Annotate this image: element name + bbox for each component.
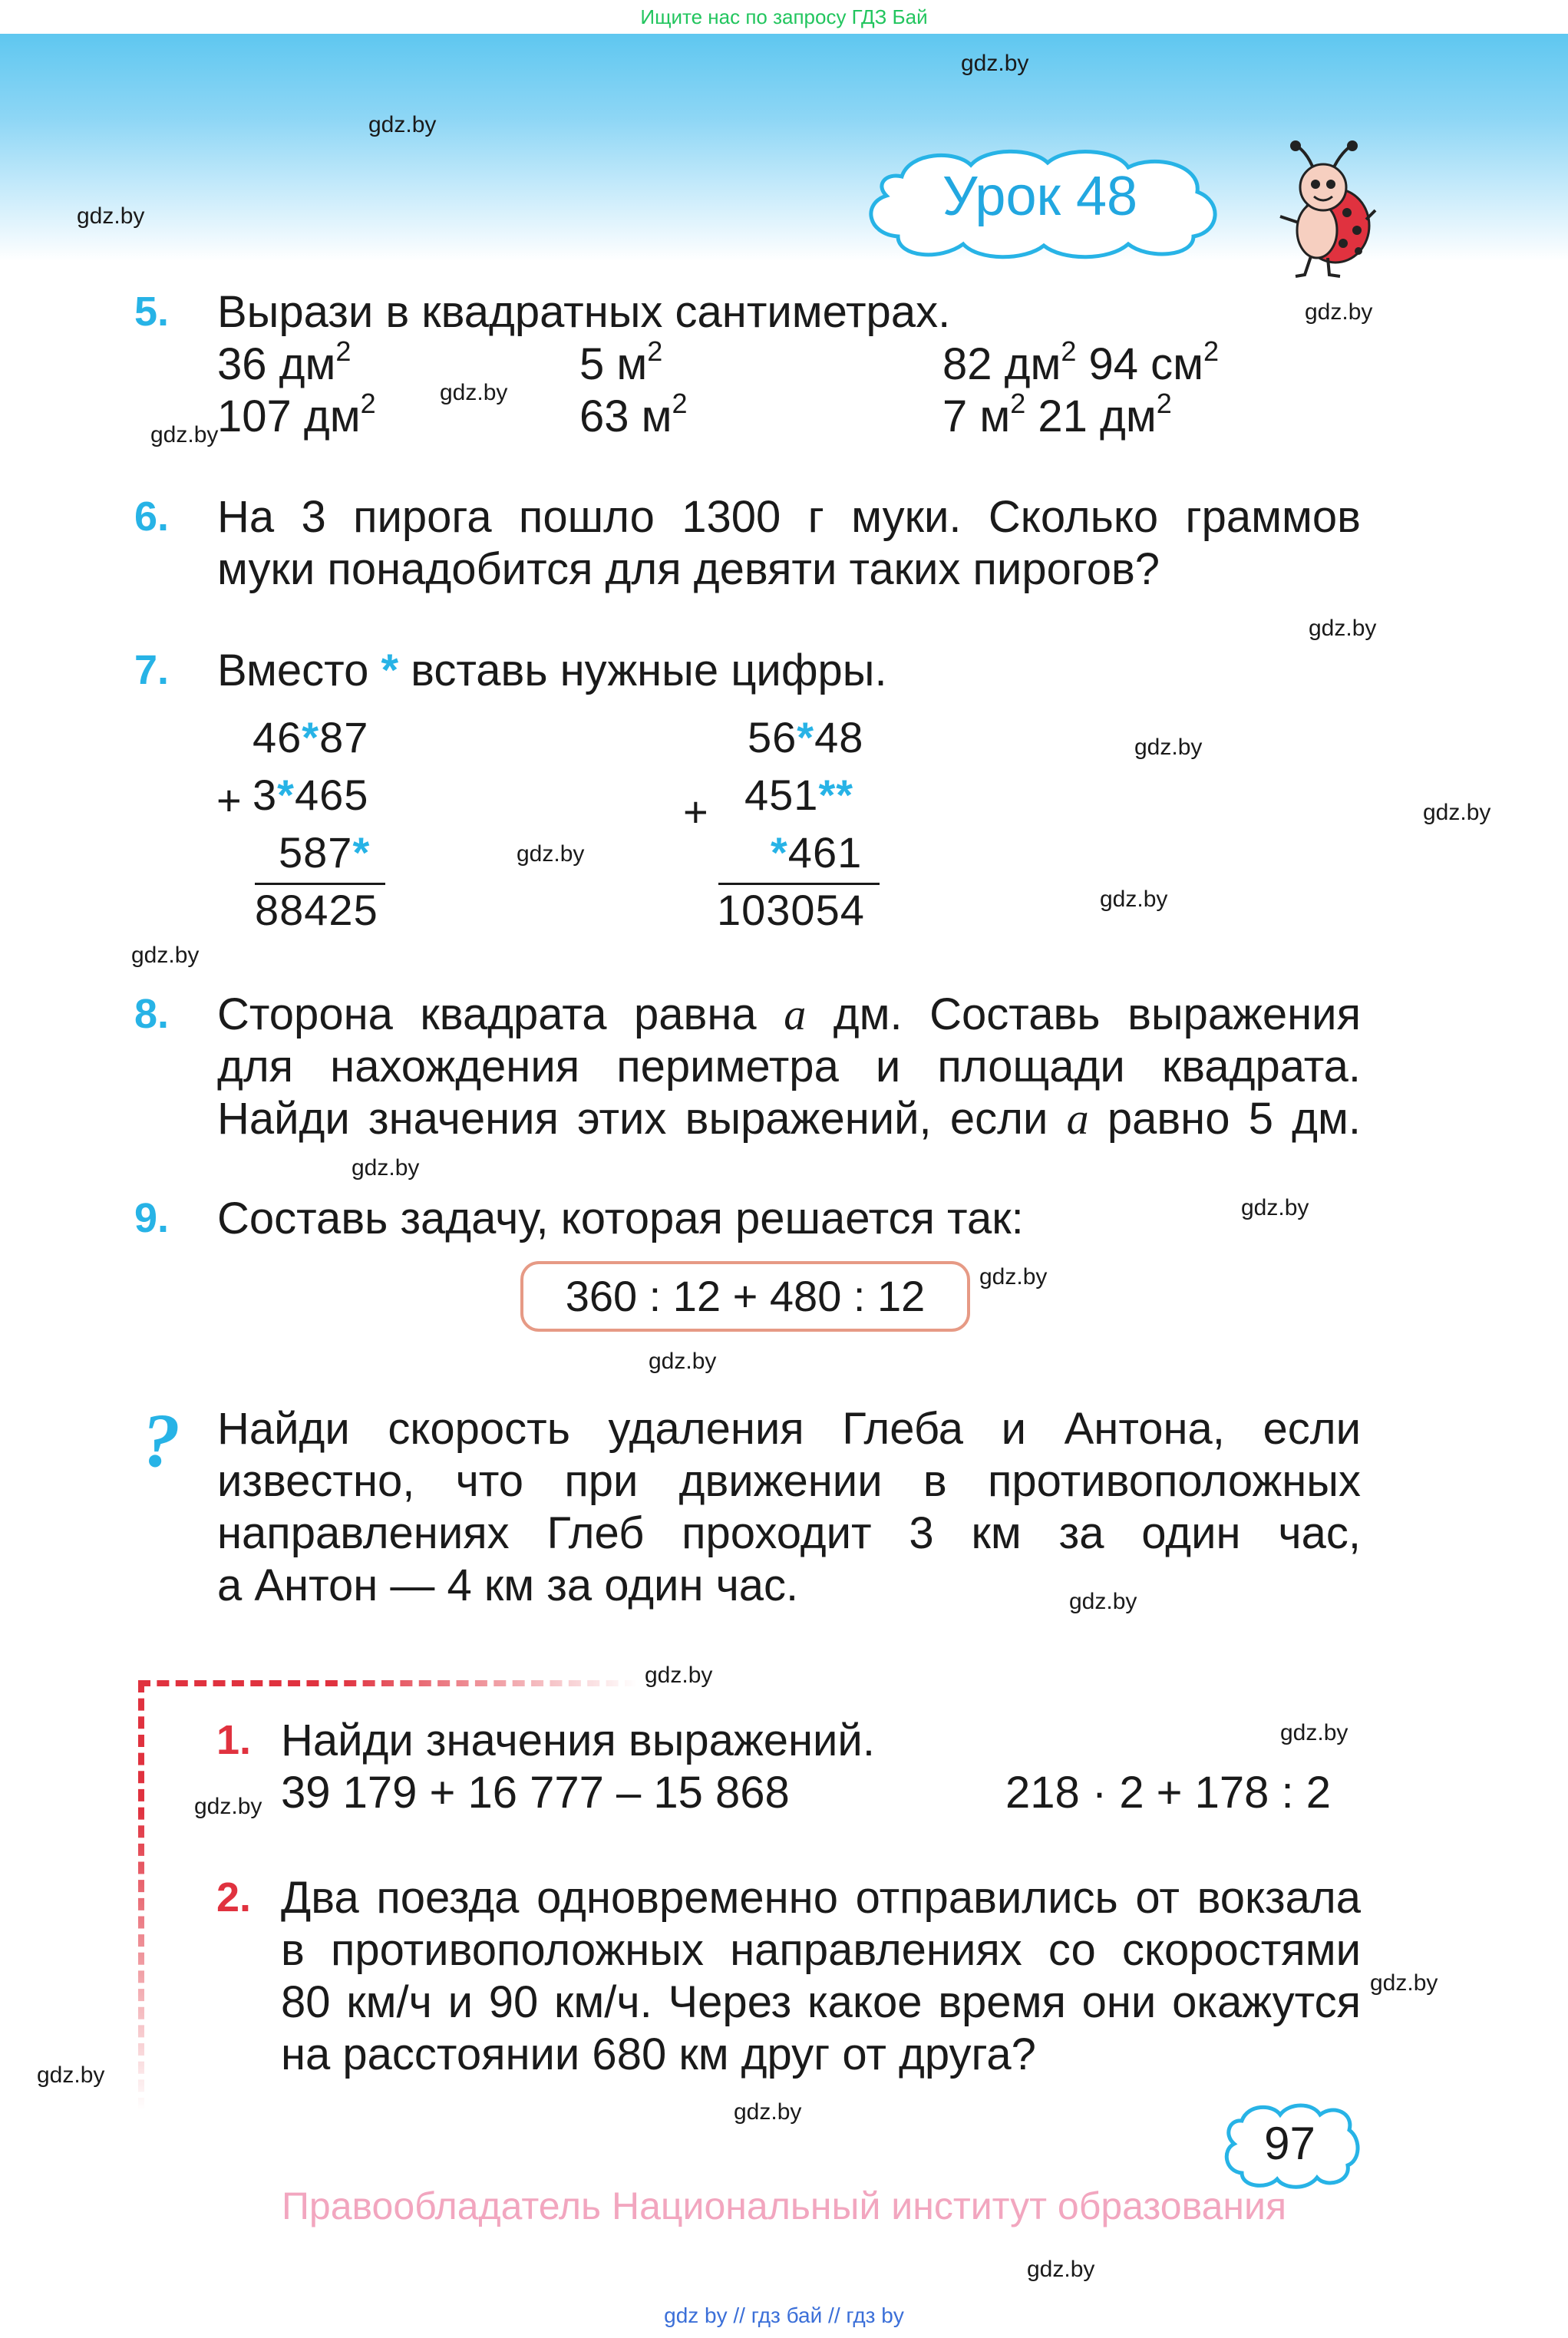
puzzle-line: направлениях Глеб проходит 3 км за один час, [217,1508,1361,1558]
watermark: gdz.by [734,2099,802,2125]
task5-item: 5 $м^2$ [579,335,663,389]
footer-links[interactable]: gdz by // гдз бай // гдз by [664,2303,904,2327]
homework-frame [138,1680,144,2110]
watermark: gdz.by [1305,299,1373,325]
task8-line: Сторона квадрата равна a дм. Составь выражения [217,989,1361,1039]
hw2-line: 80 км/ч и 90 км/ч. Через какое время они окажутся [281,1977,1361,2027]
task6-line: На 3 пирога пошло 1300 г муки. Сколько граммов [217,492,1361,542]
watermark: gdz.by [131,943,200,968]
task-number: 7. [134,647,170,693]
task5-item: 82 $дм^2$ 94 $см^2$ [942,335,1220,389]
task5-item: 107 $дм^2$ [217,388,376,441]
task5-text: Вырази в квадратных сантиметрах. [217,287,951,337]
puzzle-line: известно, что при движении в противоположных [217,1456,1361,1506]
question-icon [130,1405,192,1481]
watermark: gdz.by [150,422,219,447]
watermark: gdz.by [1241,1195,1309,1220]
watermark: gdz.by [352,1155,420,1181]
sum-b-row: *461 [771,828,863,877]
top-banner[interactable]: Ищите нас по запросу ГДЗ Бай [0,0,1568,34]
lesson-title: Урок 48 [942,166,1138,227]
task8-line: Найди значения этих выражений, если a равно 5 дм. [217,1094,1362,1144]
sum-a-result: 88425 [255,886,378,934]
watermark: gdz.by [1423,800,1491,825]
sum-b-row: 451** [744,771,854,819]
plus-sign: + [683,788,709,836]
task5-item: 36 $дм^2$ [217,335,352,389]
hw2-line: в противоположных направлениях со скоростями [281,1925,1361,1975]
watermark: gdz.by [1309,616,1377,641]
homework-frame [138,1680,637,1686]
watermark: gdz.by [37,2062,105,2088]
watermark: gdz.by [1370,1970,1438,1996]
hw2-line: Два поезда одновременно отправились от вокзала [281,1873,1361,1923]
puzzle-line: а Антон — 4 км за один час. [217,1560,799,1610]
watermark: gdz.by [1069,1589,1137,1614]
svg-text:?: ? [142,1405,180,1481]
sum-b-result: 103054 [717,886,865,934]
star-icon: * [381,646,399,695]
watermark: gdz.by [440,380,508,405]
task5-item: 7 $м^2$ 21 $дм^2$ [942,388,1172,441]
sum-a-row: 3*465 [253,771,369,819]
watermark: gdz.by [979,1264,1048,1290]
watermark: gdz.by [961,51,1029,76]
task-number: 9. [134,1195,170,1241]
task6-line: муки понадобится для девяти таких пирогов? [217,544,1160,594]
hw2-line: на расстоянии 680 км друг от друга? [281,2029,1036,2079]
task-number: 6. [134,494,170,540]
hw1-text: Найди значения выражений. [281,1716,875,1765]
watermark: gdz.by [194,1794,262,1819]
watermark: gdz.by [1100,887,1168,912]
hw1-expr: 218 · 2 + 178 : 2 [1005,1768,1332,1818]
watermark: gdz.by [517,841,585,867]
task-number: 1. [216,1717,252,1763]
watermark: gdz.by [1027,2257,1095,2282]
plus-sign: + [216,776,243,824]
ladybug-icon [1274,140,1378,279]
task5-item: 63 $м^2$ [579,388,688,441]
copyright-owner: Правообладатель Национальный институт образования [281,2184,1287,2227]
sum-a-row: 46*87 [253,713,369,761]
watermark: gdz.by [645,1663,713,1688]
sum-a-row: 587* [279,828,371,877]
sum-b-row: 56*48 [748,713,864,761]
watermark: gdz.by [1134,735,1203,760]
formula-box: 360 : 12 + 480 : 12 [520,1261,970,1332]
watermark: gdz.by [77,203,145,229]
task8-line: для нахождения периметра и площади квадрата. [217,1042,1361,1091]
task-number: 5. [134,289,170,335]
task9-text: Составь задачу, которая решается так: [217,1194,1024,1243]
watermark: gdz.by [649,1349,717,1374]
page-number: 97 [1264,2118,1315,2169]
task7-text: Вместо * вставь нужные цифры. [217,646,887,695]
task-number: 2. [216,1874,252,1920]
hw1-expr: 39 179 + 16 777 – 15 868 [281,1768,790,1818]
watermark: gdz.by [1280,1720,1348,1745]
watermark: gdz.by [368,112,437,137]
task-number: 8. [134,991,170,1037]
puzzle-line: Найди скорость удаления Глеба и Антона, если [217,1404,1361,1454]
